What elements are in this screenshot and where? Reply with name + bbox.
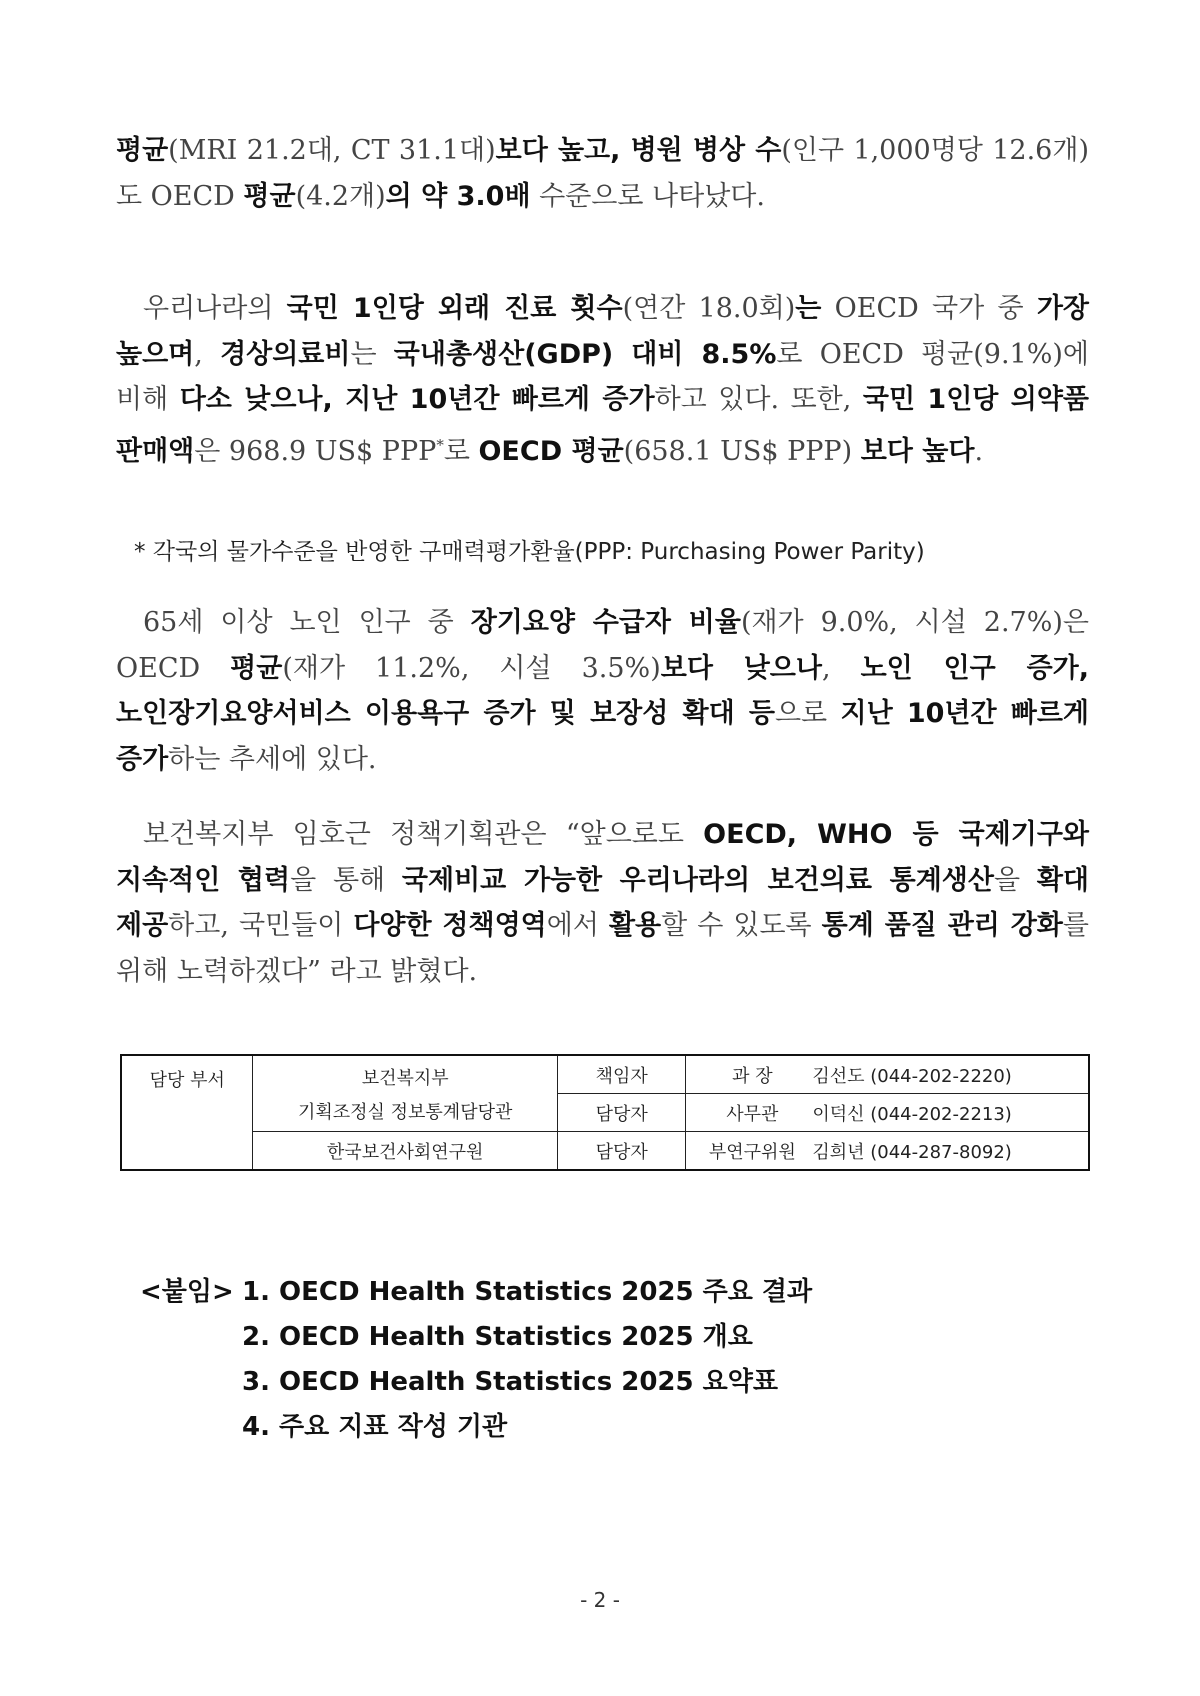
list-item: 2. OECD Health Statistics 2025 개요	[242, 1322, 753, 1352]
role-cell: 담당자	[557, 1132, 685, 1171]
person-cell: 부연구위원 김희년 (044-287-8092)	[686, 1132, 1089, 1171]
org-cell-institute: 한국보건사회연구원	[253, 1132, 557, 1171]
list-item: 3. OECD Health Statistics 2025 요약표	[242, 1367, 778, 1397]
role-cell: 책임자	[557, 1055, 685, 1094]
ppp-footnote: * 각국의 물가수준을 반영한 구매력평가환율(PPP: Purchasing Power Parity)	[134, 539, 925, 565]
contact-table	[120, 1054, 1090, 1171]
role-cell: 담당자	[557, 1094, 685, 1132]
org-cell-ministry: 보건복지부 기획조정실 정보통계담당관	[253, 1055, 557, 1132]
person-cell: 과 장 김선도 (044-202-2220)	[686, 1055, 1089, 1094]
list-item: <붙임> 1. OECD Health Statistics 2025 주요 결과	[140, 1270, 812, 1315]
table-row	[121, 1055, 1089, 1094]
attachments-label: <붙임>	[140, 1277, 234, 1307]
page-number: - 2 -	[580, 1588, 620, 1612]
paragraph-long-term-care: 65세 이상 노인 인구 중 장기요양 수급자 비율(재가 9.0%, 시설 2.7%)은 OECD 평균(재가 11.2%, 시설 3.5%)보다 낮으나, 노인 인구 증가, 노인장기요양서비스 이용욕구 증가 및 보장성 확대 등으로 지난 10년간 빠르게 증가하는 추세에 있다.	[116, 607, 1090, 775]
attachments-list	[140, 1270, 812, 1450]
list-item: 4. 주요 지표 작성 기관	[242, 1412, 508, 1442]
paragraph-facilities: 평균(MRI 21.2대, CT 31.1대)보다 높고, 병원 병상 수(인구 1,000명당 12.6개)도 OECD 평균(4.2개)의 약 3.0배 수준으로 나타났다.	[116, 135, 1089, 212]
paragraph-outpatient-expenditure: 우리나라의 국민 1인당 외래 진료 횟수(연간 18.0회)는 OECD 국가 중 가장 높으며, 경상의료비는 국내총생산(GDP) 대비 8.5%로 OECD 평균(9.1%)에 비해 다소 낮으나, 지난 10년간 빠르게 증가하고 있다. 또한, 국민 1인당 의약품 판매액은 968.9 US$ PPP*로 OECD 평균(658.1 US$ PPP) 보다 높다.	[116, 293, 1089, 467]
table-row	[121, 1132, 1089, 1171]
paragraph-official-quote: 보건복지부 임호근 정책기획관은 “앞으로도 OECD, WHO 등 국제기구와 지속적인 협력을 통해 국제비교 가능한 우리나라의 보건의료 통계생산을 확대 제공하고, 국민들이 다양한 정책영역에서 활용할 수 있도록 통계 품질 관리 강화를 위해 노력하겠다” 라고 밝혔다.	[116, 819, 1089, 987]
person-cell: 사무관 이덕신 (044-202-2213)	[686, 1094, 1089, 1132]
dept-label-cell: 담당 부서	[121, 1055, 253, 1170]
